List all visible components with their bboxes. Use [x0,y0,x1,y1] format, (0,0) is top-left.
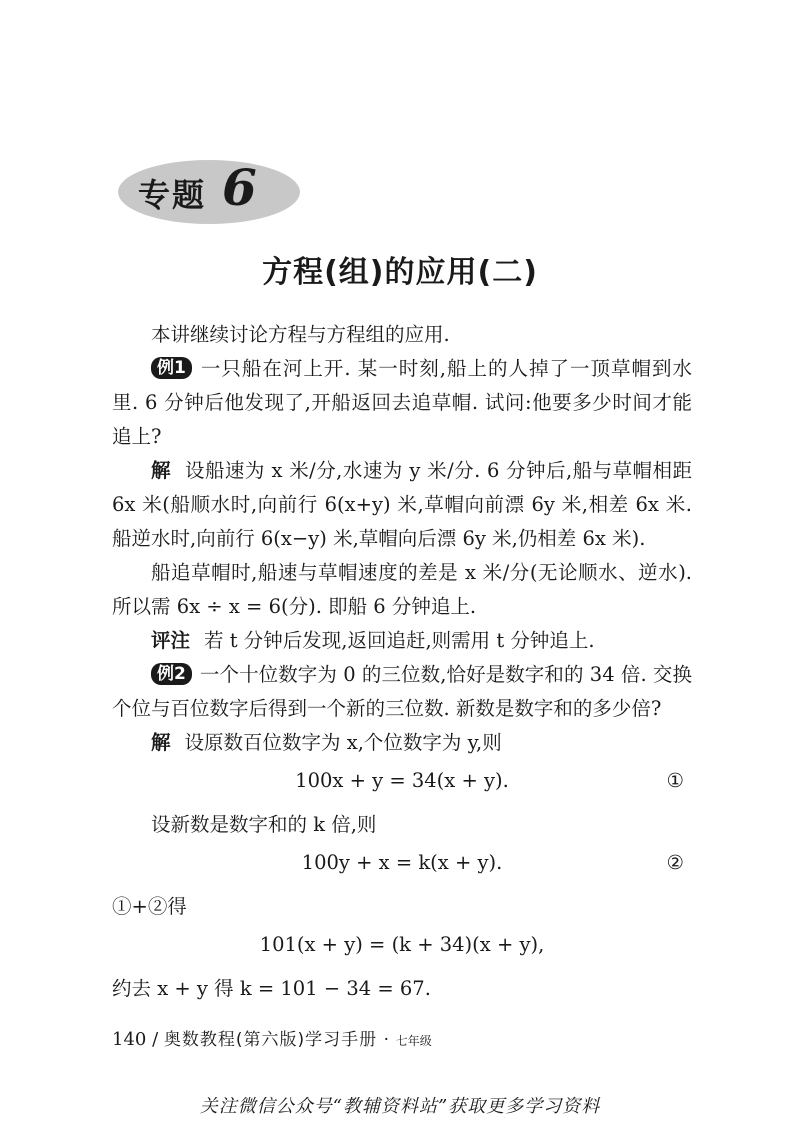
example2-combine: ①+②得 [112,895,187,918]
example1-solution [112,454,692,556]
watermark-text: 关注微信公众号“教辅资料站”获取更多学习资料 [199,1096,601,1117]
page-footer [112,1025,432,1050]
footer-slash: / [152,1029,159,1050]
grade-label: 七年级 [395,1034,432,1048]
example2-mid: 设新数是数字和的 k 倍,则 [151,813,377,836]
example2-problem-text: 一个十位数字为 0 的三位数,恰好是数字和的 34 倍. 交换个位与百位数字后得到一个新的三位数. 新数是数字和的多少倍? [112,663,692,720]
body-text [112,318,692,1006]
example1-tag: 例1 [151,357,192,379]
book-title: 奥数教程(第六版)学习手册 · [163,1030,390,1050]
topic-label: 专题 [138,176,207,214]
equation-3 [112,928,692,962]
equation-1 [112,764,692,798]
equation-1-number: ① [666,769,684,792]
equation-1-text: 100x + y = 34(x + y). [295,769,509,792]
remark-text: 若 t 分钟后发现,返回追赶,则需用 t 分钟追上. [204,629,595,652]
topic-number: 6 [222,158,257,217]
solution-label: 解 [151,731,171,754]
example1-problem-text: 一只船在河上开. 某一时刻,船上的人掉了一顶草帽到水里. 6 分钟后他发现了,开船返回去追草帽. 试问:他要多少时间才能追上? [112,357,692,448]
example1-solution-cont: 船追草帽时,船速与草帽速度的差是 x 米/分(无论顺水、逆水). 所以需 6x ÷ x = 6(分). 即船 6 分钟追上. [112,561,692,618]
page-title: 方程(组)的应用(二) [262,255,538,290]
equation-2 [112,846,692,880]
example2-solution [112,726,692,760]
example1-solution-text: 设船速为 x 米/分,水速为 y 米/分. 6 分钟后,船与草帽相距 6x 米(船顺水时,向前行 6(x+y) 米,草帽向前漂 6y 米,相差 6x 米. 船逆水时,向前行 6(x−y) 米,草帽向后漂 6y 米,仍相差 6x 米). [112,459,692,550]
example1-remark [112,624,692,658]
intro-paragraph: 本讲继续讨论方程与方程组的应用. [151,323,450,346]
example2-conclusion: 约去 x + y 得 k = 101 − 34 = 67. [112,977,431,1000]
remark-label: 评注 [151,629,191,652]
example2-tag: 例2 [151,663,192,685]
equation-2-text: 100y + x = k(x + y). [301,851,503,874]
example1-problem [112,352,692,454]
solution-label: 解 [151,459,171,482]
example2-solution-text: 设原数百位数字为 x,个位数字为 y,则 [184,731,502,754]
example2-problem [112,658,692,726]
equation-3-text: 101(x + y) = (k + 34)(x + y), [259,933,545,956]
page-number: 140 [112,1029,147,1050]
equation-2-number: ② [666,851,684,874]
